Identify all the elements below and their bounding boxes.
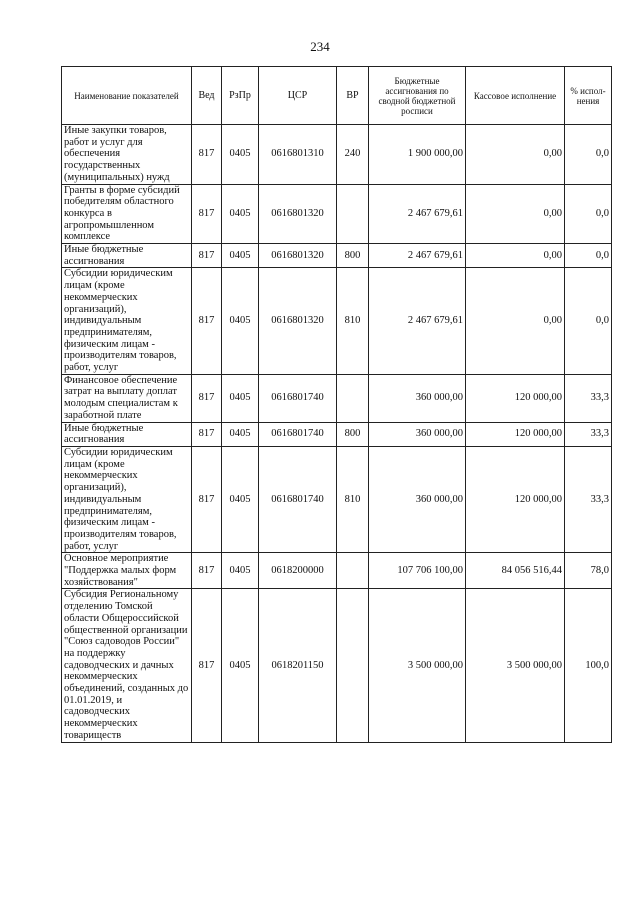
header-pct: % испол-нения [565, 67, 612, 125]
header-cash: Кассовое исполнение [466, 67, 565, 125]
cell-pct: 33,3 [565, 374, 612, 422]
cell-vr [337, 374, 369, 422]
cell-ved: 817 [192, 589, 222, 742]
cell-rzpr: 0405 [222, 553, 259, 589]
cell-vr [337, 184, 369, 244]
header-csr: ЦСР [259, 67, 337, 125]
cell-cash: 0,00 [466, 125, 565, 185]
cell-cash: 120 000,00 [466, 422, 565, 446]
cell-name: Иные бюджетные ассигнования [62, 422, 192, 446]
cell-pct: 33,3 [565, 422, 612, 446]
cell-budget: 2 467 679,61 [369, 184, 466, 244]
cell-name: Субсидии юридическим лицам (кроме некоммерческих организаций), индивидуальным предпринимателям, физическим лицам - производителям товаров, работ, услуг [62, 268, 192, 374]
cell-cash: 120 000,00 [466, 446, 565, 552]
cell-cash: 0,00 [466, 268, 565, 374]
cell-pct: 0,0 [565, 244, 612, 268]
cell-rzpr: 0405 [222, 422, 259, 446]
cell-pct: 78,0 [565, 553, 612, 589]
table-row [62, 268, 612, 374]
table-row [62, 589, 612, 742]
table-row [62, 184, 612, 244]
cell-budget: 107 706 100,00 [369, 553, 466, 589]
cell-budget: 360 000,00 [369, 374, 466, 422]
cell-csr: 0616801740 [259, 422, 337, 446]
cell-vr: 800 [337, 422, 369, 446]
cell-name: Финансовое обеспечение затрат на выплату доплат молодым специалистам к заработной плате [62, 374, 192, 422]
cell-rzpr: 0405 [222, 244, 259, 268]
cell-pct: 0,0 [565, 125, 612, 185]
cell-name: Иные бюджетные ассигнования [62, 244, 192, 268]
cell-csr: 0616801320 [259, 244, 337, 268]
cell-csr: 0618201150 [259, 589, 337, 742]
cell-cash: 84 056 516,44 [466, 553, 565, 589]
cell-ved: 817 [192, 244, 222, 268]
table-body [62, 125, 612, 743]
cell-csr: 0616801320 [259, 268, 337, 374]
header-vr: ВР [337, 67, 369, 125]
cell-ved: 817 [192, 553, 222, 589]
cell-ved: 817 [192, 446, 222, 552]
cell-cash: 0,00 [466, 244, 565, 268]
cell-csr: 0616801740 [259, 446, 337, 552]
cell-vr: 810 [337, 268, 369, 374]
cell-name: Иные закупки товаров, работ и услуг для обеспечения государственных (муниципальных) нужд [62, 125, 192, 185]
table-header-row [62, 67, 612, 125]
cell-pct: 33,3 [565, 446, 612, 552]
table-row [62, 553, 612, 589]
cell-pct: 0,0 [565, 268, 612, 374]
table-row [62, 374, 612, 422]
cell-ved: 817 [192, 268, 222, 374]
header-name: Наименование показателей [62, 67, 192, 125]
cell-cash: 3 500 000,00 [466, 589, 565, 742]
cell-budget: 360 000,00 [369, 446, 466, 552]
table-row [62, 422, 612, 446]
table-row [62, 125, 612, 185]
cell-name: Гранты в форме субсидий победителям областного конкурса в агропромышленном комплексе [62, 184, 192, 244]
cell-budget: 360 000,00 [369, 422, 466, 446]
cell-budget: 2 467 679,61 [369, 268, 466, 374]
cell-vr [337, 589, 369, 742]
cell-csr: 0616801320 [259, 184, 337, 244]
cell-rzpr: 0405 [222, 446, 259, 552]
cell-ved: 817 [192, 125, 222, 185]
cell-ved: 817 [192, 374, 222, 422]
cell-pct: 100,0 [565, 589, 612, 742]
budget-execution-table [61, 66, 612, 743]
cell-ved: 817 [192, 184, 222, 244]
cell-budget: 2 467 679,61 [369, 244, 466, 268]
header-ved: Вед [192, 67, 222, 125]
cell-name: Субсидии юридическим лицам (кроме некоммерческих организаций), индивидуальным предпринимателям, физическим лицам - производителям товаров, работ, услуг [62, 446, 192, 552]
cell-cash: 120 000,00 [466, 374, 565, 422]
cell-cash: 0,00 [466, 184, 565, 244]
cell-vr: 810 [337, 446, 369, 552]
cell-rzpr: 0405 [222, 184, 259, 244]
header-budget: Бюджетные ассигнования по сводной бюджетной росписи [369, 67, 466, 125]
cell-vr: 800 [337, 244, 369, 268]
cell-vr: 240 [337, 125, 369, 185]
cell-vr [337, 553, 369, 589]
cell-csr: 0616801310 [259, 125, 337, 185]
cell-budget: 1 900 000,00 [369, 125, 466, 185]
cell-rzpr: 0405 [222, 125, 259, 185]
cell-name: Субсидия Региональному отделению Томской области Общероссийской общественной организации "Союз садоводов России" на поддержку садоводческих и дачных некоммерческих объединений, созданных до 01.01.2019, и садоводческих некоммерческих товариществ [62, 589, 192, 742]
cell-csr: 0618200000 [259, 553, 337, 589]
cell-csr: 0616801740 [259, 374, 337, 422]
table-row [62, 244, 612, 268]
cell-budget: 3 500 000,00 [369, 589, 466, 742]
cell-pct: 0,0 [565, 184, 612, 244]
page-number: 234 [310, 39, 330, 54]
cell-rzpr: 0405 [222, 374, 259, 422]
cell-ved: 817 [192, 422, 222, 446]
header-rzpr: РзПр [222, 67, 259, 125]
cell-rzpr: 0405 [222, 589, 259, 742]
cell-rzpr: 0405 [222, 268, 259, 374]
cell-name: Основное мероприятие "Поддержка малых форм хозяйствования" [62, 553, 192, 589]
table-row [62, 446, 612, 552]
